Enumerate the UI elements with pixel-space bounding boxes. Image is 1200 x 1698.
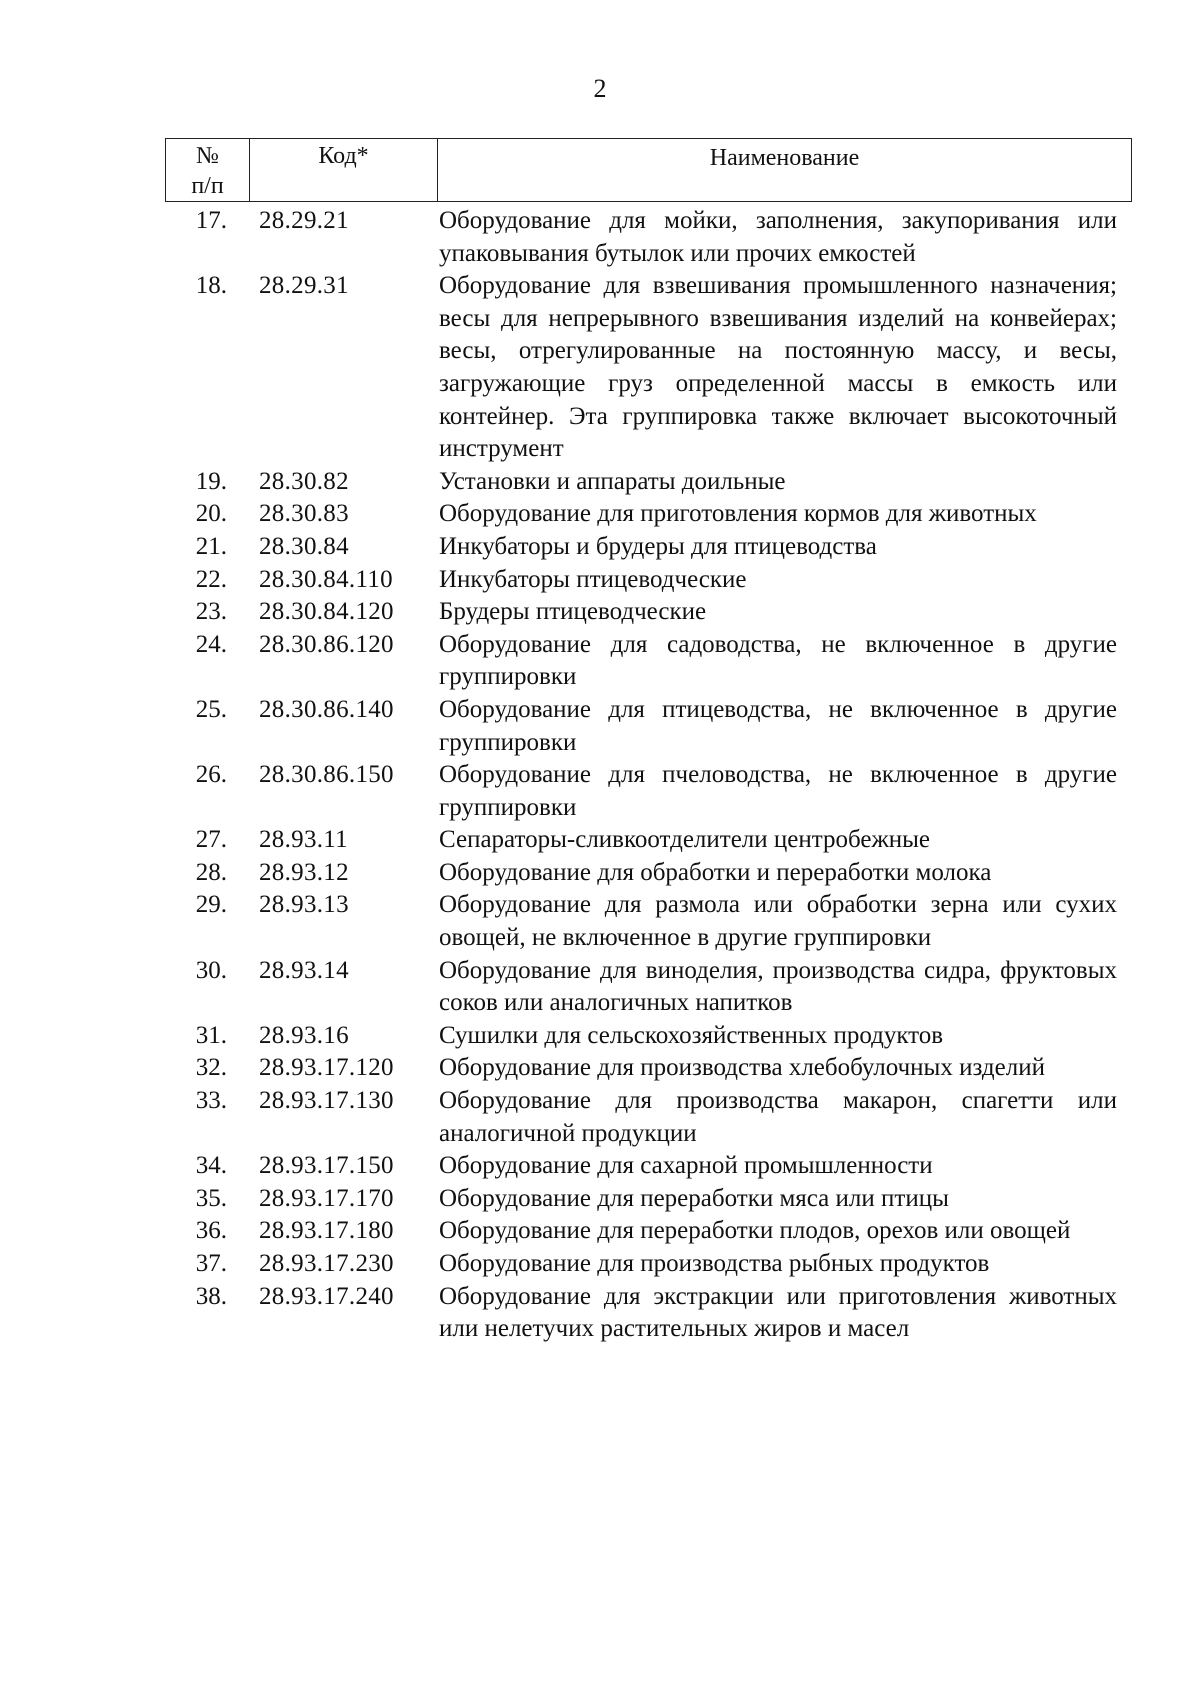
row-code: 28.30.86.150 <box>259 761 394 789</box>
header-code-column: Код* <box>250 139 438 201</box>
row-number: 27. <box>195 826 227 854</box>
table-row <box>165 759 1132 824</box>
row-name: Инкубаторы и брудеры для птицеводства <box>439 532 877 560</box>
table-row <box>165 205 1132 270</box>
row-number: 23. <box>195 598 227 626</box>
row-name: Брудеры птицеводческие <box>439 598 707 626</box>
row-code: 28.93.14 <box>259 956 349 984</box>
row-number: 19. <box>195 467 227 495</box>
row-code: 28.30.86.120 <box>259 630 394 658</box>
table-row <box>165 1150 1132 1183</box>
row-name: Оборудование для виноделия, производства сидра, фруктовых соков или аналогичных напитков <box>439 956 1117 1017</box>
table-row <box>165 889 1132 954</box>
row-name: Сушилки для сельскохозяйственных продуктов <box>439 1021 944 1049</box>
row-number: 24. <box>195 630 227 658</box>
row-code: 28.93.17.120 <box>259 1054 394 1082</box>
row-code: 28.30.84.120 <box>259 598 394 626</box>
row-number: 28. <box>195 858 227 886</box>
table-row <box>165 955 1132 1020</box>
row-name: Оборудование для переработки плодов, орехов или овощей <box>439 1217 1071 1245</box>
row-code: 28.93.17.180 <box>259 1217 394 1245</box>
row-name: Оборудование для размола или обработки зерна или сухих овощей, не включенное в другие группировки <box>439 891 1117 952</box>
row-name: Оборудование для мойки, заполнения, закупоривания или упаковывания бутылок или прочих емкостей <box>439 207 1117 267</box>
row-name: Оборудование для птицеводства, не включенное в другие группировки <box>439 695 1117 756</box>
row-number: 38. <box>195 1282 227 1310</box>
table-row <box>165 1085 1132 1150</box>
table-row <box>165 498 1132 531</box>
row-code: 28.93.12 <box>259 858 349 886</box>
row-name: Оборудование для производства хлебобулочных изделий <box>439 1054 1045 1082</box>
table-row <box>165 531 1132 564</box>
row-name: Оборудование для приготовления кормов для животных <box>439 500 1037 528</box>
row-number: 35. <box>195 1184 227 1212</box>
row-number: 17. <box>195 207 227 234</box>
row-code: 28.29.31 <box>259 272 349 300</box>
row-name: Оборудование для производства макарон, спагетти или аналогичной продукции <box>439 1087 1117 1147</box>
row-name: Оборудование для сахарной промышленности <box>439 1152 933 1180</box>
header-number-column <box>166 139 250 201</box>
row-number: 37. <box>195 1250 227 1277</box>
header-name-column: Наименование <box>709 145 860 171</box>
row-number: 33. <box>195 1087 227 1115</box>
row-code: 28.30.84.110 <box>259 565 393 593</box>
table-body <box>165 205 1132 1346</box>
table-row <box>165 629 1132 694</box>
row-name: Оборудование для пчеловодства, не включенное в другие группировки <box>439 761 1117 821</box>
page-number: 2 <box>593 74 607 103</box>
table-row <box>165 466 1132 499</box>
row-name: Оборудование для производства рыбных продуктов <box>439 1250 990 1277</box>
row-code: 28.30.86.140 <box>259 695 394 723</box>
row-name: Установки и аппараты доильные <box>439 467 786 495</box>
row-number: 30. <box>195 956 227 984</box>
row-code: 28.93.17.130 <box>259 1087 394 1115</box>
row-code: 28.93.17.240 <box>259 1282 394 1310</box>
row-code: 28.93.17.230 <box>259 1250 394 1277</box>
row-number: 22. <box>195 565 227 593</box>
row-code: 28.29.21 <box>259 207 349 234</box>
row-code: 28.93.17.170 <box>259 1184 394 1212</box>
table-row <box>165 596 1132 629</box>
row-code: 28.30.83 <box>259 500 349 528</box>
table-row <box>165 564 1132 597</box>
row-name: Оборудование для переработки мяса или птицы <box>439 1184 949 1212</box>
row-number: 25. <box>195 695 227 723</box>
row-name: Оборудование для взвешивания промышленного назначения; весы для непрерывного взвешивания изделий на конвейерах; весы, отрегулированные на постоянную массу, и весы, загружающие груз определенной массы в емкость или контейнер. Эта группировка также включает высокоточный инструмент <box>439 272 1117 463</box>
row-number: 20. <box>195 500 227 528</box>
table-row <box>165 694 1132 759</box>
row-number: 36. <box>195 1217 227 1245</box>
row-number: 29. <box>195 891 227 919</box>
row-number: 21. <box>195 532 227 560</box>
table-row <box>165 1281 1132 1346</box>
table-row <box>165 1248 1132 1281</box>
row-code: 28.93.16 <box>259 1021 349 1049</box>
row-name: Сепараторы-сливкоотделители центробежные <box>439 826 931 854</box>
row-code: 28.30.82 <box>259 467 349 495</box>
row-code: 28.30.84 <box>259 532 349 560</box>
table-row <box>165 270 1132 466</box>
table-header <box>165 138 1132 202</box>
table-row <box>165 1052 1132 1085</box>
table-row <box>165 824 1132 857</box>
row-name: Оборудование для обработки и переработки молока <box>439 858 992 886</box>
row-number: 34. <box>195 1152 227 1180</box>
row-number: 31. <box>195 1021 227 1049</box>
header-number-symbol: № <box>196 143 219 169</box>
row-code: 28.93.11 <box>259 826 348 854</box>
header-number-abbrev: п/п <box>191 173 224 199</box>
table-row <box>165 1020 1132 1053</box>
row-code: 28.93.17.150 <box>259 1152 394 1180</box>
row-number: 26. <box>195 761 227 789</box>
row-name: Инкубаторы птицеводческие <box>439 565 747 593</box>
table-row <box>165 1183 1132 1216</box>
table-row <box>165 857 1132 890</box>
row-number: 18. <box>195 272 227 300</box>
row-name: Оборудование для садоводства, не включенное в другие группировки <box>439 630 1117 691</box>
row-number: 32. <box>195 1054 227 1082</box>
row-code: 28.93.13 <box>259 891 349 919</box>
table-row <box>165 1215 1132 1248</box>
row-name: Оборудование для экстракции или приготовления животных или нелетучих растительных жиров и масел <box>439 1282 1117 1343</box>
